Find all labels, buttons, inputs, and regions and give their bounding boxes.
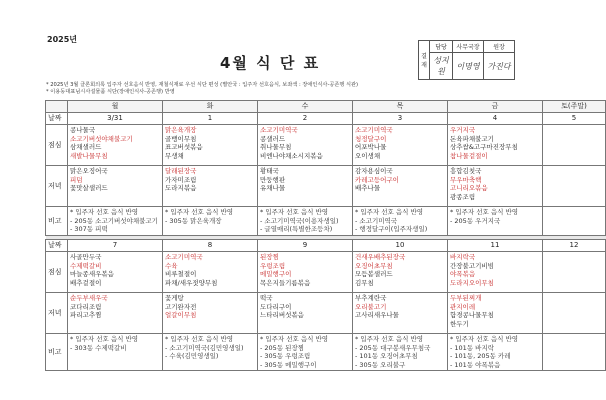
dinner-cell [353,166,448,207]
approval-col-director: 원장 [484,41,515,53]
note-line: * 입주자 선호 음식 반영 [355,208,424,216]
approval-box [418,40,515,80]
menu-item: 얼갈이무침 [165,311,197,320]
note-line: * 입주자 선호 음식 반영 [450,335,519,343]
menu-item: 마늘종새우볶음 [70,270,114,279]
menu-item: 바지락국 [450,253,476,261]
menu-item: 고사리새우나물 [355,311,399,320]
menu-item: 감자용심이국 [355,167,393,175]
date-cell: 11 [448,240,543,252]
note-line: * 입주자 선호 음식 반영 [355,335,424,343]
note-line: - 행정달구이(입주자생일) [355,225,428,234]
lunch-cell [448,125,543,166]
note-cell [68,334,163,371]
menu-table [45,100,606,371]
dinner-row [46,293,606,334]
date-cell: 9 [258,240,353,252]
dinner-cell [68,166,163,207]
menu-item: 도라지오이무침 [450,278,494,287]
approval-side-label: 결재 [419,41,430,80]
lunch-cell [353,125,448,166]
menu-item: 수제떡갈비 [70,261,102,270]
note-line: - 소고기미역국 [355,216,398,225]
menu-item: 비루철절이 [165,270,197,279]
menu-item: 메밀행구이 [260,270,292,279]
menu-item: 비엔나야채소시지볶음 [260,151,323,160]
note-line: * 입주자 선호 음식 반영 [260,208,329,216]
note-line: - 101동 바지락 [450,343,495,352]
menu-item: 맑은육개장 [165,126,197,134]
date-row [46,240,606,252]
lunch-cell [68,252,163,293]
day-header: 월 [68,101,163,113]
date-cell: 7 [68,240,163,252]
note-line: - 205동 된장찜 [260,343,305,352]
note-line: - 소고기미역국(이용자생일) [260,216,339,225]
menu-item: 모듬봄샐러드 [355,270,393,279]
menu-item: 취나물무침 [260,143,292,152]
note-cell [448,334,543,371]
lunch-cell [258,125,353,166]
note-line: - 305동 오리불구 [355,360,406,369]
note-line: * 입주자 선호 음식 반영 [450,208,519,216]
note-line: - 101동, 205동 카레 [450,352,511,361]
menu-item: 건새우배추된장국 [355,253,406,261]
menu-item: 김무침 [355,278,374,287]
date-cell: 3/31 [68,113,163,125]
menu-item: 표고버섯볶음 [165,143,203,152]
row-label: 날짜 [46,240,68,252]
menu-item: 도다리구이 [260,302,292,311]
menu-item: 느타리버섯볶음 [260,311,304,320]
date-cell: 12 [543,240,606,252]
note-cell [163,207,258,236]
date-cell: 4 [448,113,543,125]
lunch-cell [163,252,258,293]
note-line: * 입주자 선호 음식 반영 [70,335,139,343]
note-row [46,207,606,236]
lunch-cell [543,125,606,166]
day-header-row [46,101,606,113]
menu-item: 간장불고기비빔 [450,261,494,270]
dinner-cell [163,293,258,334]
lunch-row [46,125,606,166]
note-line: * 입주자 선호 음식 반영 [260,335,329,343]
menu-item: 부추계란국 [355,294,387,302]
menu-item: 소고기미역국 [355,126,393,134]
menu-item: 고기완자전 [165,302,197,311]
menu-item: 참나물겉절이 [450,151,488,160]
menu-item: 꽃맛살샐러드 [70,184,108,193]
lunch-cell [68,125,163,166]
day-header: 수 [258,101,353,113]
note-line: - 101동 오징어초무침 [355,352,418,361]
dinner-cell [68,293,163,334]
date-cell: 8 [163,240,258,252]
day-header: 토(주말) [543,101,606,113]
menu-item: 순두부새우국 [70,294,108,302]
dinner-cell [163,166,258,207]
note-line: - 303동 수제떡갈비 [70,343,127,352]
menu-item: 우렁조림 [260,261,286,270]
dinner-cell [258,293,353,334]
row-label: 비고 [46,334,68,371]
date-cell: 5 [543,113,606,125]
menu-item: 두부된찌개 [450,294,482,302]
menu-item: 한두기 [450,319,469,328]
menu-item: 청정달구이 [355,134,387,143]
row-label: 날짜 [46,113,68,125]
row-label: 저녁 [46,293,68,334]
menu-item: 달래된장국 [165,167,197,175]
menu-item: 소고기미역국 [165,253,203,261]
header-notes [46,82,358,96]
menu-item: 떡국 [260,294,273,302]
note-cell [543,334,606,371]
menu-item: 삼채샐러드 [70,143,102,152]
lunch-cell [353,252,448,293]
date-cell: 3 [353,113,448,125]
menu-item: 꽃게탕 [165,294,184,302]
corner-cell [46,101,68,113]
menu-item: 사골만두국 [70,253,102,261]
signature-manager: 이명영 [453,53,484,80]
lunch-row [46,252,606,293]
header-note-line: * 이용동대표님시사설물품 식단(장애인식사-공존행) 반영 [46,89,175,95]
note-line: - 205동 대구봉새우무침국 [355,343,431,352]
menu-item: 오징어초무침 [355,261,393,270]
lunch-cell [543,252,606,293]
menu-item: 콩나물국 [70,126,96,134]
menu-item: 맑은오징어국 [70,167,108,175]
dinner-cell [543,293,606,334]
note-line: - 305동 메밀행구이 [260,360,317,369]
note-cell [353,207,448,236]
page-title: 4월 식 단 표 [220,54,321,72]
note-line: - 205동 우거지국 [450,216,501,225]
row-label: 점심 [46,125,68,166]
menu-item: 된장찜 [260,253,279,261]
row-label: 비고 [46,207,68,236]
row-label: 저녁 [46,166,68,207]
menu-item: 코다리조림 [70,302,102,311]
note-line: * 입주자 선호 음식 반영 [165,335,234,343]
date-cell: 2 [258,113,353,125]
dinner-cell [258,166,353,207]
dinner-row [46,166,606,207]
menu-item: 피덤 [70,175,83,184]
date-cell: 1 [163,113,258,125]
menu-item: 함경콩나물무침 [450,311,494,320]
header-note-line: * 2025년 3월 클론회의록 입주자 선호음식 반영, 재철식재료 우선 식단 편성 (별안국 : 입주자 선호음식, 보좌색 : 장애인식사-공존행 식관) [46,82,359,88]
dinner-cell [448,166,543,207]
menu-item: 광종조림 [450,192,476,201]
signature-director: 가진다 [484,53,515,80]
dinner-cell [543,166,606,207]
date-row [46,113,606,125]
menu-item: 파리고추찜 [70,311,102,320]
note-cell [448,207,543,236]
menu-item: 소고기버섯야채불고기 [70,134,133,143]
note-cell [258,207,353,236]
note-line: - 수육(김민영생일) [165,352,219,361]
menu-item: 배추겉절이 [70,278,102,287]
menu-item: 파채/새우젓양무침 [165,278,218,287]
approval-col-manager: 사무국장 [453,41,484,53]
menu-item: 무우마축핵 [450,175,482,184]
note-line: * 입주자 선호 음식 반영 [70,208,139,216]
note-line: - 글열매리(특별한조등차) [260,225,333,234]
menu-item: 수육 [165,261,178,270]
note-row [46,334,606,371]
note-line: - 305동 우렁조림 [260,352,311,361]
menu-item: 오이생채 [355,151,381,160]
menu-item: 목은지들기름볶음 [260,278,311,287]
day-header: 목 [353,101,448,113]
day-header: 금 [448,101,543,113]
menu-item: 도라지볶음 [165,184,197,193]
menu-item: 무생채 [165,151,184,160]
dinner-cell [448,293,543,334]
year-label: 2025년 [47,35,77,44]
menu-item: 배추나물 [355,184,381,193]
menu-item: 새발나물무침 [70,151,108,160]
note-line: - 305동 맑은육개장 [165,216,222,225]
note-cell [163,334,258,371]
signature-staff: 성지원 [430,53,453,80]
lunch-cell [448,252,543,293]
note-cell [68,207,163,236]
lunch-cell [163,125,258,166]
note-line: - 101동 야폭볶음 [450,360,501,369]
menu-item: 상추쌈&고구마진장무침 [450,143,518,152]
menu-item: 흥합김칫국 [450,167,482,175]
menu-item: 카레고등어구이 [355,175,399,184]
day-header: 화 [163,101,258,113]
menu-item: 어포박나물 [355,143,387,152]
lunch-cell [258,252,353,293]
menu-item: 돈육파채불고기 [450,134,494,143]
note-line: - 205동 소고기버섯야채불고기 [70,216,158,225]
menu-item: 가자미조림 [165,175,197,184]
approval-col-staff: 담당 [430,41,453,53]
dinner-cell [353,293,448,334]
menu-item: 우거지국 [450,126,476,134]
menu-item: 소고기미역국 [260,126,298,134]
menu-item: 유채나물 [260,184,286,193]
note-line: * 입주자 선호 음식 반영 [165,208,234,216]
note-line: - 소고기미역국(김민영생일) [165,343,244,352]
note-cell [258,334,353,371]
menu-item: 야폭볶음 [450,270,476,279]
menu-item: 오리불고기 [355,302,387,311]
menu-item: 만둥행판 [260,175,286,184]
menu-item: 콩샐러드 [260,134,286,143]
menu-item: 관지이레 [450,302,476,311]
row-label: 점심 [46,252,68,293]
menu-item: 황태국 [260,167,279,175]
date-cell: 10 [353,240,448,252]
note-cell [543,207,606,236]
menu-item: 고니리오볶음 [450,184,488,193]
menu-item: 골뱅이무침 [165,134,197,143]
note-line: - 307동 피떡 [70,225,108,234]
note-cell [353,334,448,371]
